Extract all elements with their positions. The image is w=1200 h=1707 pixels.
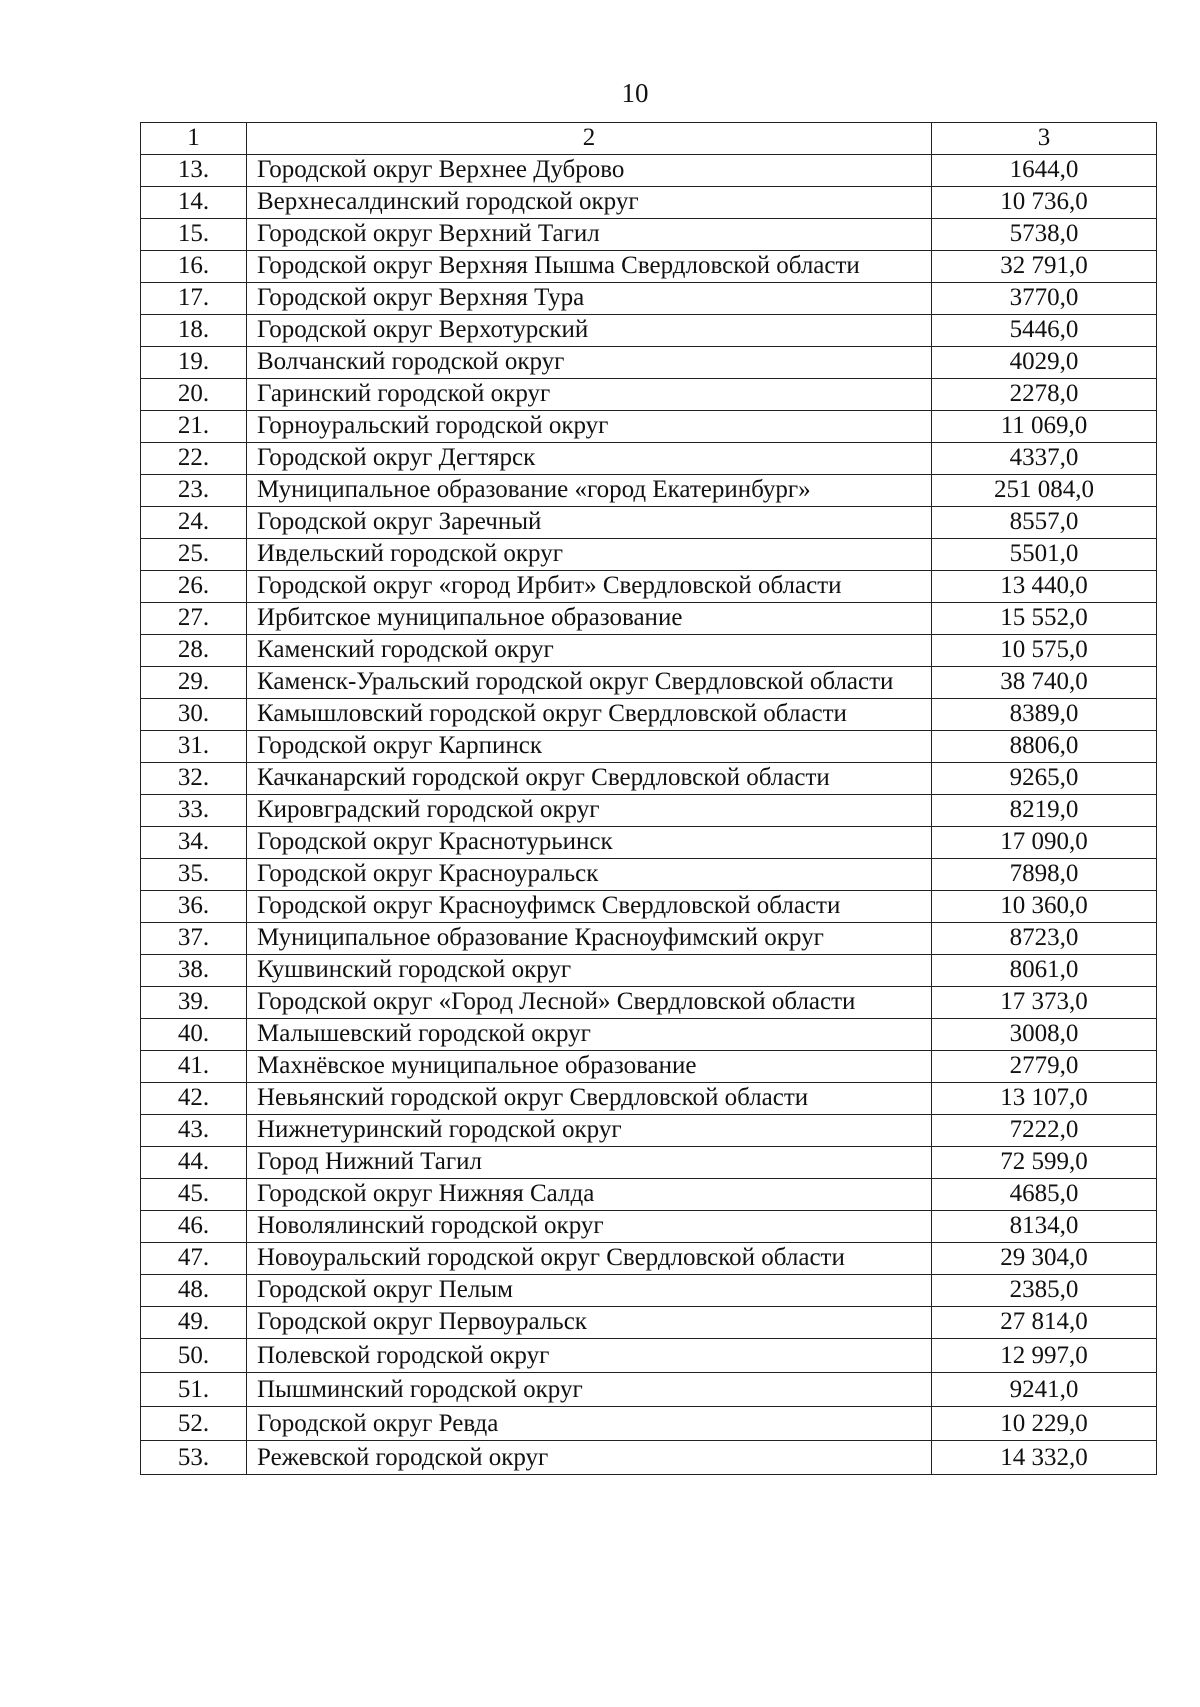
table-row	[141, 827, 1157, 859]
table-row	[141, 1051, 1157, 1083]
municipality-name-cell: Кировградский городской округ	[247, 795, 932, 827]
amount-cell: 10 229,0	[932, 1407, 1157, 1441]
row-number-cell: 32.	[141, 763, 247, 795]
row-number-cell: 15.	[141, 219, 247, 251]
row-number-cell: 33.	[141, 795, 247, 827]
table-row	[141, 411, 1157, 443]
municipality-name-cell: Городской округ Первоуральск	[247, 1307, 932, 1339]
table-row	[141, 731, 1157, 763]
municipality-name-cell: Городской округ Верхняя Пышма Свердловской области	[247, 251, 932, 283]
table-row	[141, 795, 1157, 827]
amount-cell: 8806,0	[932, 731, 1157, 763]
amount-cell: 27 814,0	[932, 1307, 1157, 1339]
municipality-name-cell: Городской округ Красноуфимск Свердловской области	[247, 891, 932, 923]
municipality-name-cell: Каменск-Уральский городской округ Свердловской области	[247, 667, 932, 699]
amount-cell: 9241,0	[932, 1373, 1157, 1407]
table-row	[141, 219, 1157, 251]
amount-cell: 72 599,0	[932, 1147, 1157, 1179]
municipality-name-cell: Пышминский городской округ	[247, 1373, 932, 1407]
amount-cell: 1644,0	[932, 155, 1157, 187]
table-row	[141, 155, 1157, 187]
municipality-name-cell: Городской округ Верхняя Тура	[247, 283, 932, 315]
row-number-cell: 49.	[141, 1307, 247, 1339]
row-number-cell: 17.	[141, 283, 247, 315]
table-row	[141, 1211, 1157, 1243]
municipality-name-cell: Полевской городской округ	[247, 1339, 932, 1373]
row-number-cell: 41.	[141, 1051, 247, 1083]
municipality-name-cell: Нижнетуринский городской округ	[247, 1115, 932, 1147]
municipality-name-cell: Гаринский городской округ	[247, 379, 932, 411]
budget-table	[140, 122, 1157, 1475]
row-number-cell: 47.	[141, 1243, 247, 1275]
municipality-name-cell: Муниципальное образование «город Екатеринбург»	[247, 475, 932, 507]
amount-cell: 17 090,0	[932, 827, 1157, 859]
amount-cell: 15 552,0	[932, 603, 1157, 635]
municipality-name-cell: Режевской городской округ	[247, 1441, 932, 1475]
row-number-cell: 51.	[141, 1373, 247, 1407]
table-row	[141, 443, 1157, 475]
table-row	[141, 763, 1157, 795]
amount-cell: 8389,0	[932, 699, 1157, 731]
municipality-name-cell: Махнёвское муниципальное образование	[247, 1051, 932, 1083]
row-number-cell: 28.	[141, 635, 247, 667]
table-row	[141, 699, 1157, 731]
amount-cell: 251 084,0	[932, 475, 1157, 507]
municipality-name-cell: Горноуральский городской округ	[247, 411, 932, 443]
table-row	[141, 987, 1157, 1019]
row-number-cell: 30.	[141, 699, 247, 731]
row-number-cell: 34.	[141, 827, 247, 859]
municipality-name-cell: Городской округ Верхотурский	[247, 315, 932, 347]
municipality-name-cell: Городской округ Заречный	[247, 507, 932, 539]
table-row	[141, 955, 1157, 987]
table-row	[141, 1243, 1157, 1275]
row-number-cell: 31.	[141, 731, 247, 763]
row-number-cell: 39.	[141, 987, 247, 1019]
header-col-value: 3	[932, 123, 1157, 155]
table-row	[141, 1339, 1157, 1373]
municipality-name-cell: Малышевский городской округ	[247, 1019, 932, 1051]
municipality-name-cell: Городской округ Верхний Тагил	[247, 219, 932, 251]
municipality-name-cell: Городской округ Пелым	[247, 1275, 932, 1307]
row-number-cell: 18.	[141, 315, 247, 347]
amount-cell: 8134,0	[932, 1211, 1157, 1243]
amount-cell: 11 069,0	[932, 411, 1157, 443]
municipality-name-cell: Городской округ Краснотурьинск	[247, 827, 932, 859]
amount-cell: 5446,0	[932, 315, 1157, 347]
table-row	[141, 859, 1157, 891]
row-number-cell: 36.	[141, 891, 247, 923]
row-number-cell: 35.	[141, 859, 247, 891]
table-row	[141, 891, 1157, 923]
amount-cell: 2779,0	[932, 1051, 1157, 1083]
table-row	[141, 475, 1157, 507]
amount-cell: 29 304,0	[932, 1243, 1157, 1275]
row-number-cell: 22.	[141, 443, 247, 475]
table-row	[141, 283, 1157, 315]
amount-cell: 5501,0	[932, 539, 1157, 571]
table-row	[141, 1407, 1157, 1441]
municipality-name-cell: Городской округ Дегтярск	[247, 443, 932, 475]
table-row	[141, 251, 1157, 283]
header-col-name: 2	[247, 123, 932, 155]
municipality-name-cell: Волчанский городской округ	[247, 347, 932, 379]
table-row	[141, 1083, 1157, 1115]
table-row	[141, 315, 1157, 347]
amount-cell: 8723,0	[932, 923, 1157, 955]
municipality-name-cell: Камышловский городской округ Свердловской области	[247, 699, 932, 731]
header-row	[141, 123, 1157, 155]
amount-cell: 17 373,0	[932, 987, 1157, 1019]
row-number-cell: 27.	[141, 603, 247, 635]
municipality-name-cell: Новоуральский городской округ Свердловской области	[247, 1243, 932, 1275]
row-number-cell: 21.	[141, 411, 247, 443]
table-row	[141, 187, 1157, 219]
row-number-cell: 26.	[141, 571, 247, 603]
municipality-name-cell: Городской округ «город Ирбит» Свердловской области	[247, 571, 932, 603]
table-row	[141, 923, 1157, 955]
row-number-cell: 40.	[141, 1019, 247, 1051]
table-row	[141, 507, 1157, 539]
municipality-name-cell: Кушвинский городской округ	[247, 955, 932, 987]
amount-cell: 32 791,0	[932, 251, 1157, 283]
municipality-name-cell: Городской округ «Город Лесной» Свердловской области	[247, 987, 932, 1019]
table-row	[141, 603, 1157, 635]
table-body	[141, 155, 1157, 1475]
table-row	[141, 1307, 1157, 1339]
municipality-name-cell: Новолялинский городской округ	[247, 1211, 932, 1243]
table-row	[141, 635, 1157, 667]
row-number-cell: 37.	[141, 923, 247, 955]
municipality-name-cell: Верхнесалдинский городской округ	[247, 187, 932, 219]
amount-cell: 12 997,0	[932, 1339, 1157, 1373]
table-row	[141, 347, 1157, 379]
amount-cell: 10 360,0	[932, 891, 1157, 923]
table-row	[141, 379, 1157, 411]
row-number-cell: 42.	[141, 1083, 247, 1115]
municipality-name-cell: Городской округ Красноуральск	[247, 859, 932, 891]
amount-cell: 10 736,0	[932, 187, 1157, 219]
row-number-cell: 19.	[141, 347, 247, 379]
amount-cell: 13 107,0	[932, 1083, 1157, 1115]
municipality-name-cell: Муниципальное образование Красноуфимский округ	[247, 923, 932, 955]
amount-cell: 3770,0	[932, 283, 1157, 315]
row-number-cell: 13.	[141, 155, 247, 187]
municipality-name-cell: Каменский городской округ	[247, 635, 932, 667]
row-number-cell: 53.	[141, 1441, 247, 1475]
row-number-cell: 14.	[141, 187, 247, 219]
amount-cell: 7222,0	[932, 1115, 1157, 1147]
table-row	[141, 571, 1157, 603]
table-header	[141, 123, 1157, 155]
table-row	[141, 1115, 1157, 1147]
row-number-cell: 52.	[141, 1407, 247, 1441]
amount-cell: 5738,0	[932, 219, 1157, 251]
amount-cell: 2385,0	[932, 1275, 1157, 1307]
row-number-cell: 44.	[141, 1147, 247, 1179]
table-row	[141, 1179, 1157, 1211]
row-number-cell: 48.	[141, 1275, 247, 1307]
amount-cell: 4685,0	[932, 1179, 1157, 1211]
municipality-name-cell: Качканарский городской округ Свердловской области	[247, 763, 932, 795]
row-number-cell: 24.	[141, 507, 247, 539]
row-number-cell: 46.	[141, 1211, 247, 1243]
row-number-cell: 43.	[141, 1115, 247, 1147]
amount-cell: 9265,0	[932, 763, 1157, 795]
header-col-number: 1	[141, 123, 247, 155]
amount-cell: 7898,0	[932, 859, 1157, 891]
amount-cell: 14 332,0	[932, 1441, 1157, 1475]
municipality-name-cell: Ивдельский городской округ	[247, 539, 932, 571]
municipality-name-cell: Городской округ Карпинск	[247, 731, 932, 763]
municipality-name-cell: Городской округ Ревда	[247, 1407, 932, 1441]
amount-cell: 4029,0	[932, 347, 1157, 379]
amount-cell: 2278,0	[932, 379, 1157, 411]
amount-cell: 13 440,0	[932, 571, 1157, 603]
row-number-cell: 23.	[141, 475, 247, 507]
row-number-cell: 38.	[141, 955, 247, 987]
row-number-cell: 45.	[141, 1179, 247, 1211]
municipality-name-cell: Городской округ Нижняя Салда	[247, 1179, 932, 1211]
table-row	[141, 1373, 1157, 1407]
amount-cell: 4337,0	[932, 443, 1157, 475]
page-number: 10	[621, 78, 649, 108]
amount-cell: 10 575,0	[932, 635, 1157, 667]
amount-cell: 8219,0	[932, 795, 1157, 827]
table-row	[141, 667, 1157, 699]
municipality-name-cell: Невьянский городской округ Свердловской области	[247, 1083, 932, 1115]
table-row	[141, 1019, 1157, 1051]
table-row	[141, 539, 1157, 571]
table-row	[141, 1441, 1157, 1475]
table-row	[141, 1147, 1157, 1179]
table-row	[141, 1275, 1157, 1307]
amount-cell: 38 740,0	[932, 667, 1157, 699]
municipality-name-cell: Городской округ Верхнее Дуброво	[247, 155, 932, 187]
row-number-cell: 25.	[141, 539, 247, 571]
amount-cell: 8061,0	[932, 955, 1157, 987]
municipality-name-cell: Город Нижний Тагил	[247, 1147, 932, 1179]
row-number-cell: 50.	[141, 1339, 247, 1373]
amount-cell: 3008,0	[932, 1019, 1157, 1051]
row-number-cell: 29.	[141, 667, 247, 699]
amount-cell: 8557,0	[932, 507, 1157, 539]
row-number-cell: 16.	[141, 251, 247, 283]
row-number-cell: 20.	[141, 379, 247, 411]
municipality-name-cell: Ирбитское муниципальное образование	[247, 603, 932, 635]
